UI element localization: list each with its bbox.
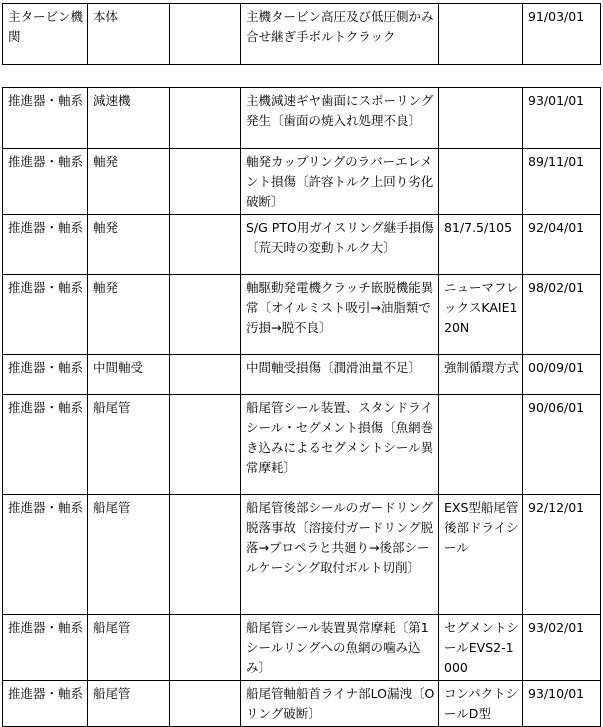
sub-cell <box>170 355 241 395</box>
date-cell: 90/06/01 <box>523 395 601 495</box>
sub-cell <box>170 395 241 495</box>
component-cell: 船尾管 <box>88 495 170 615</box>
component-cell: 本体 <box>88 4 170 65</box>
component-cell: 船尾管 <box>88 395 170 495</box>
system-cell: 推進器・軸系 <box>3 88 88 149</box>
description-cell: 船尾管後部シールのガードリング脱落事故〔溶接付ガードリング脱落→プロペラと共廻り→後部シールケーシング取付ボルト切削〕 <box>241 495 439 615</box>
date-cell: 93/01/01 <box>523 88 601 149</box>
system-cell: 推進器・軸系 <box>3 215 88 275</box>
sub-cell <box>170 681 241 727</box>
table-row <box>3 495 601 615</box>
table-row <box>3 355 601 395</box>
table-row <box>3 215 601 275</box>
date-cell: 93/10/01 <box>523 681 601 727</box>
description-cell: 軸駆動発電機クラッチ嵌脱機能異常〔オイルミスト吸引→油脂類で汚損→脱不良〕 <box>241 275 439 355</box>
model-cell: 強制循環方式 <box>439 355 523 395</box>
model-cell: 81/7.5/105 <box>439 215 523 275</box>
top-record-table <box>2 3 601 65</box>
model-cell <box>439 149 523 215</box>
system-cell: 推進器・軸系 <box>3 615 88 681</box>
model-cell <box>439 88 523 149</box>
description-cell: 中間軸受損傷〔潤滑油量不足〕 <box>241 355 439 395</box>
description-cell: 船尾管シール装置、スタンドライシール・セグメント損傷〔魚網巻き込みによるセグメントシール異常摩耗〕 <box>241 395 439 495</box>
sub-cell <box>170 495 241 615</box>
model-cell: セグメントシールEVS2-1000 <box>439 615 523 681</box>
date-cell: 89/11/01 <box>523 149 601 215</box>
system-cell: 推進器・軸系 <box>3 495 88 615</box>
system-cell: 推進器・軸系 <box>3 395 88 495</box>
sub-cell <box>170 215 241 275</box>
date-cell: 91/03/01 <box>523 4 601 65</box>
description-cell: 主機タービン高圧及び低圧側かみ合せ継ぎ手ボルトクラック <box>241 4 439 65</box>
model-cell <box>439 4 523 65</box>
table-row <box>3 149 601 215</box>
date-cell: 93/02/01 <box>523 615 601 681</box>
model-cell <box>439 395 523 495</box>
component-cell: 中間軸受 <box>88 355 170 395</box>
component-cell: 軸発 <box>88 149 170 215</box>
sub-cell <box>170 615 241 681</box>
sub-cell <box>170 4 241 65</box>
table-row <box>3 395 601 495</box>
date-cell: 92/04/01 <box>523 215 601 275</box>
description-cell: 船尾管軸船首ライナ部LO漏洩〔Oリング破断〕 <box>241 681 439 727</box>
component-cell: 船尾管 <box>88 615 170 681</box>
sub-cell <box>170 88 241 149</box>
date-cell: 00/09/01 <box>523 355 601 395</box>
sub-cell <box>170 149 241 215</box>
component-cell: 減速機 <box>88 88 170 149</box>
description-cell: S/G PTO用ガイスリング継手損傷〔荒天時の変動トルク大〕 <box>241 215 439 275</box>
table-row <box>3 4 601 65</box>
description-cell: 軸発カップリングのラバーエレメント損傷〔許容トルク上回り劣化破断〕 <box>241 149 439 215</box>
description-cell: 船尾管シール装置異常摩耗〔第1シールリングへの魚網の噛み込み〕 <box>241 615 439 681</box>
model-cell: コンパクトシールD型 <box>439 681 523 727</box>
model-cell: ニューマフレックスKAIE120N <box>439 275 523 355</box>
system-cell: 推進器・軸系 <box>3 681 88 727</box>
system-cell: 主タービン機関 <box>3 4 88 65</box>
table-row <box>3 681 601 727</box>
date-cell: 92/12/01 <box>523 495 601 615</box>
model-cell: EXS型船尾管後部ドライシール <box>439 495 523 615</box>
sub-cell <box>170 275 241 355</box>
system-cell: 推進器・軸系 <box>3 275 88 355</box>
component-cell: 軸発 <box>88 215 170 275</box>
table-row <box>3 88 601 149</box>
system-cell: 推進器・軸系 <box>3 149 88 215</box>
table-row <box>3 615 601 681</box>
system-cell: 推進器・軸系 <box>3 355 88 395</box>
damage-record-table <box>2 87 601 727</box>
date-cell: 98/02/01 <box>523 275 601 355</box>
component-cell: 船尾管 <box>88 681 170 727</box>
table-row <box>3 275 601 355</box>
description-cell: 主機減速ギヤ歯面にスポーリング発生〔歯面の焼入れ処理不良〕 <box>241 88 439 149</box>
component-cell: 軸発 <box>88 275 170 355</box>
